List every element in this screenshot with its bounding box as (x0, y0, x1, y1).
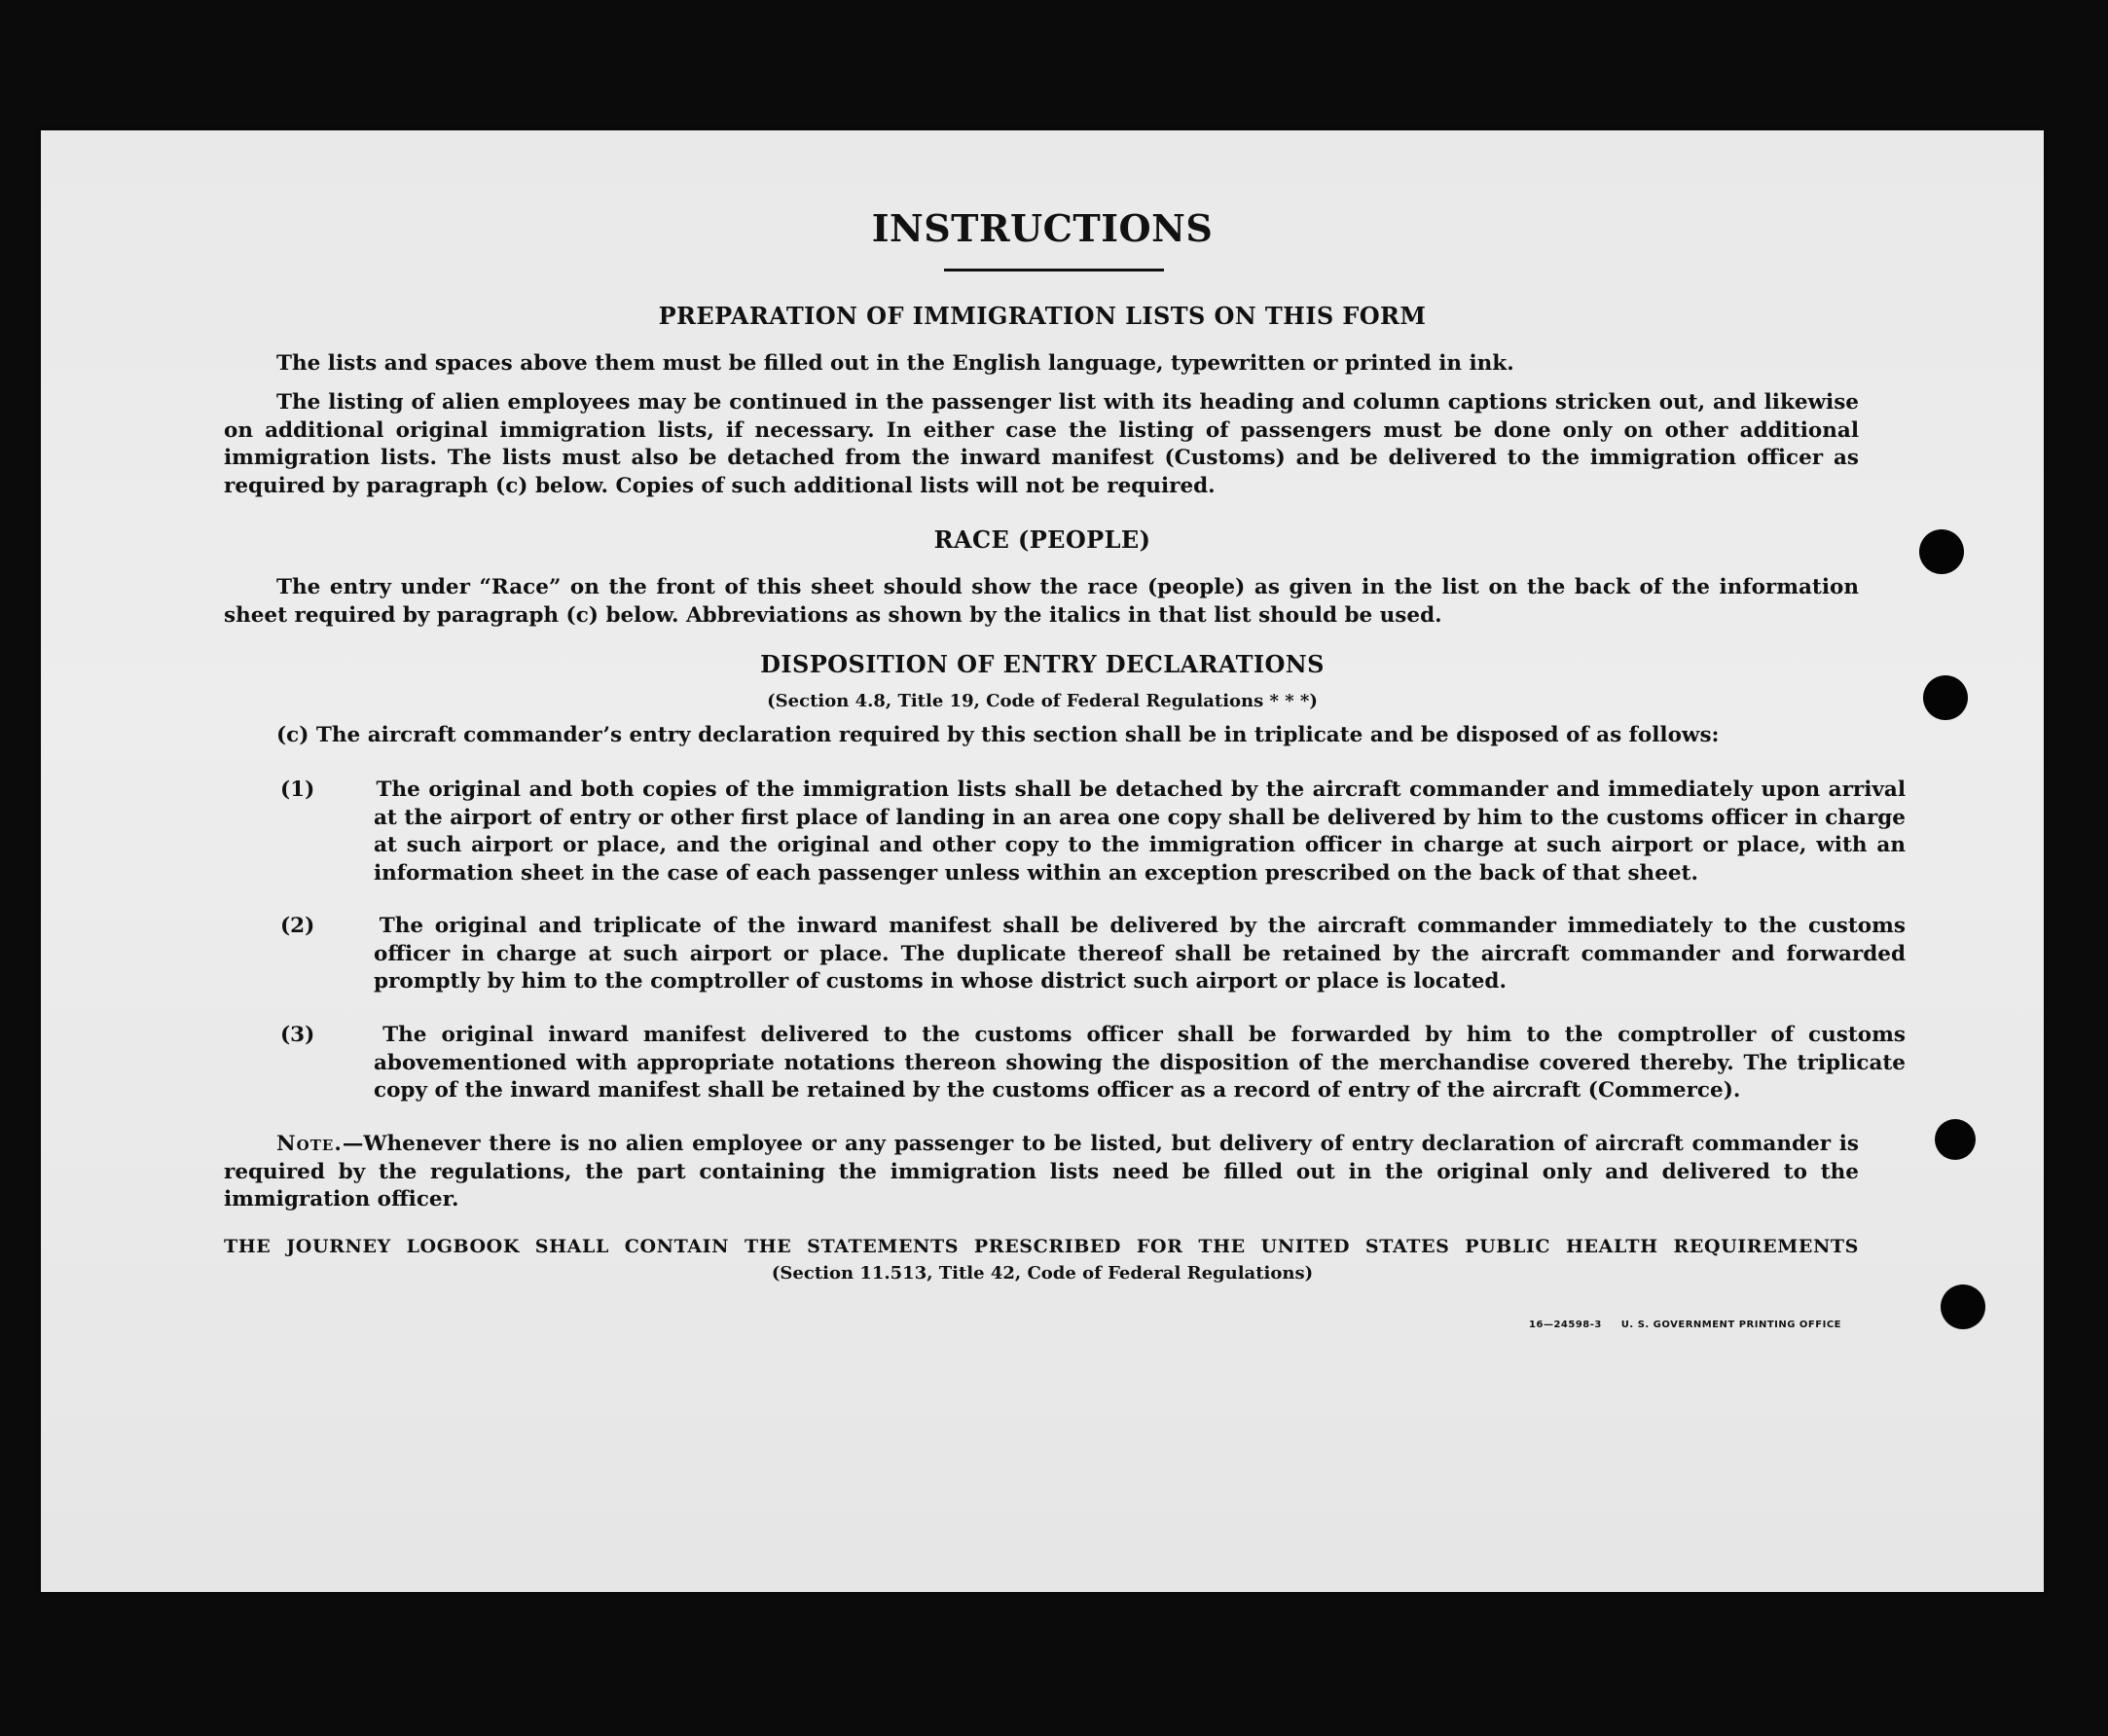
list-item (280, 913, 1906, 996)
paragraph-disposition-intro: (c) The aircraft commander’s entry declaration required by this section shall be in triplicate and be disposed of as follows: (276, 723, 1720, 747)
list-item (280, 777, 1906, 887)
paragraph-alien-employees: The listing of alien employees may be continued in the passenger list with its heading and column captions stricken out, and likewise on additional original immigration lists, if necessary. In either case the listing of passengers must be done only on other additional immigration lists. The lists must also be detached from the inward manifest (Customs) and be delivered to the immigration officer as required by paragraph (c) below. Copies of such additional lists will not be required. (224, 390, 1859, 498)
list-item-text: The original inward manifest delivered to the customs officer shall be forwarded by him to the comptroller of customs abovementioned with appropriate notations thereon showing the disposition of the merchandise covered thereby. The triplicate copy of the inward manifest shall be retained by the customs officer as a record of entry of the aircraft (Commerce). (374, 1023, 1906, 1103)
form-number: 16—24598-3 (1529, 1320, 1602, 1330)
list-item-number: (1) (280, 778, 315, 802)
punch-hole (1941, 1284, 1985, 1329)
list-item-number: (2) (280, 914, 315, 938)
section-heading-disposition: DISPOSITION OF ENTRY DECLARATIONS (760, 650, 1325, 678)
note-text: —Whenever there is no alien employee or any passenger to be listed, but delivery of entry declaration of aircraft commander is required by the regulations, the part containing the immigration lists need be filled out in the original only and delivered to the immigration officer. (224, 1132, 1859, 1212)
section-heading-preparation: PREPARATION OF IMMIGRATION LISTS ON THIS FORM (658, 302, 1427, 330)
public-health-citation: (Section 11.513, Title 42, Code of Federal Regulations) (771, 1263, 1314, 1284)
title-underline (944, 269, 1164, 271)
list-item-number: (3) (280, 1023, 315, 1047)
note-paragraph (224, 1131, 1859, 1214)
printer-name: U. S. GOVERNMENT PRINTING OFFICE (1620, 1320, 1841, 1330)
list-item-text: The original and triplicate of the inward manifest shall be delivered by the aircraft commander immediately to the customs officer in charge at such airport or place. The duplicate thereof shall be retained by the aircraft commander and forwarded promptly by him to the comptroller of customs in whose district such airport or place is located. (374, 914, 1906, 994)
list-item-text: The original and both copies of the immigration lists shall be detached by the aircraft commander and immediately upon arrival at the airport of entry or other first place of landing in an area one copy shall be delivered by him to the customs officer in charge at such airport or place, and the original and other copy to the immigration officer in charge at such airport or place, with an information sheet in the case of each passenger unless within an exception prescribed on the back of that sheet. (374, 778, 1906, 886)
page-title: INSTRUCTIONS (871, 206, 1214, 250)
printer-imprint (1501, 1320, 1841, 1330)
section-heading-race: RACE (PEOPLE) (933, 525, 1151, 554)
list-item (280, 1022, 1906, 1105)
note-label: Note. (276, 1132, 343, 1156)
document-page (41, 130, 2044, 1592)
paragraph-race: The entry under “Race” on the front of this sheet should show the race (people) as given in the list on the back of the information sheet required by paragraph (c) below. Abbreviations as shown by the italics in that list should be used. (224, 575, 1859, 628)
paragraph-language: The lists and spaces above them must be filled out in the English language, typewritten or printed in ink. (276, 351, 1514, 376)
public-health-statement: THE JOURNEY LOGBOOK SHALL CONTAIN THE STATEMENTS PRESCRIBED FOR THE UNITED STATES PUBLIC HEALTH REQUIREMENTS (224, 1236, 1859, 1257)
section-citation: (Section 4.8, Title 19, Code of Federal Regulations * * *) (767, 691, 1318, 711)
punch-hole (1935, 1119, 1976, 1160)
